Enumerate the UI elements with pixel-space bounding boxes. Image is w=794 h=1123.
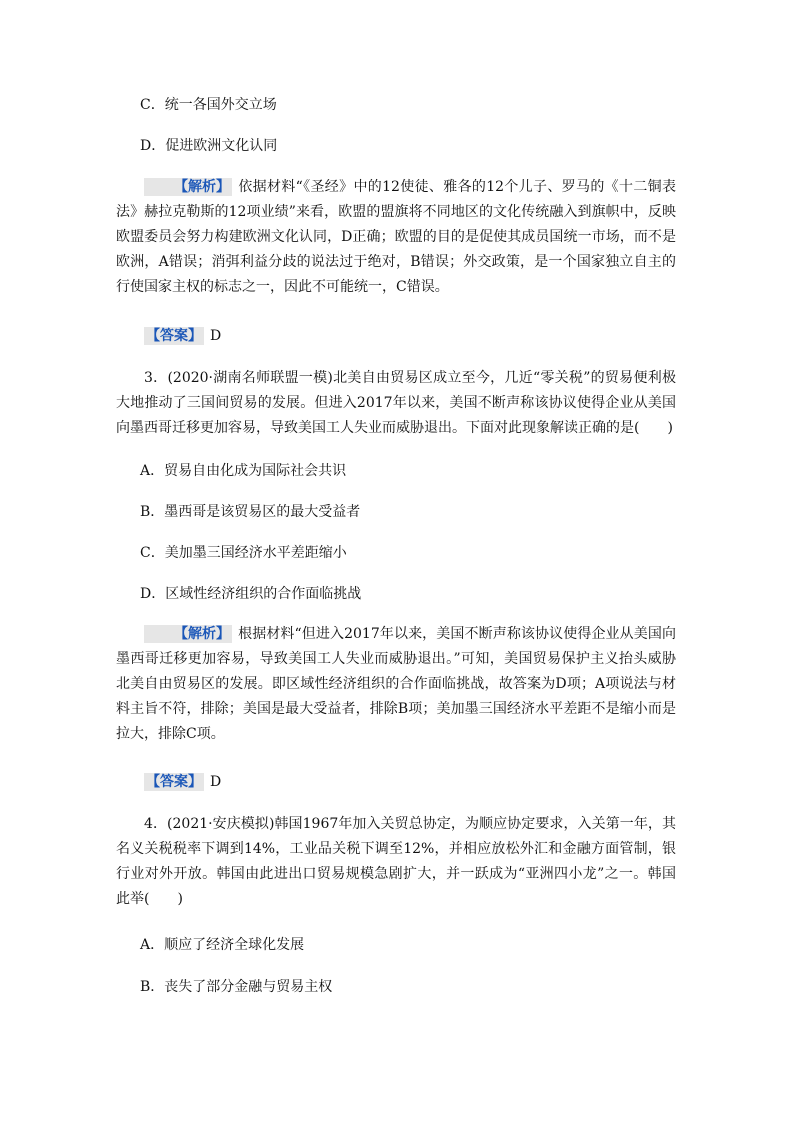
q2-option-c: C．统一各国外交立场: [140, 97, 277, 113]
q3-option-c: C．美加墨三国经济水平差距缩小: [140, 545, 347, 561]
q4-stem: 4．(2021·安庆模拟)韩国1967年加入关贸总协定，为顺应协定要求，入关第一年，其名义关税税率下调到14%，工业品关税下调至12%，并相应放松外汇和金融方面管制，银行业对外开放。韩国由此进出口贸易规模急剧扩大，并一跃成为“亚洲四小龙”之一。韩国此举( ): [116, 816, 676, 907]
q4-option-b: B．丧失了部分金融与贸易主权: [140, 979, 333, 995]
q4-option-a: A．顺应了经济全球化发展: [140, 937, 305, 953]
q3-answer-value: D: [210, 774, 222, 790]
q2-analysis: [116, 175, 676, 300]
q2-answer-value: D: [210, 328, 222, 344]
answer-tag: 【答案】: [146, 328, 202, 344]
q3-stem: 3．(2020·湖南名师联盟一模)北美自由贸易区成立至今，几近“零关税”的贸易便利极大地推动了三国间贸易的发展。但进入2017年以来，美国不断声称该协议使得企业从美国向墨西哥迁移更加容易，导致美国工人失业而威胁退出。下面对此现象解读正确的是( ): [116, 370, 676, 436]
q2-option-d: D．促进欧洲文化认同: [140, 138, 278, 154]
q3-answer: [116, 771, 704, 793]
q2-analysis-text: 依据材料“《圣经》中的12使徒、雅各的12个儿子、罗马的《十二铜表法》赫拉克勒斯的12项业绩”来看，欧盟的盟旗将不同地区的文化传统融入到旗帜中，反映欧盟委员会努力构建欧洲文化认同，D正确；欧盟的目的是促使其成员国统一市场，而不是欧洲，A错误；消弭利益分歧的说法过于绝对，B错误；外交政策，是一个国家独立自主的行使国家主权的标志之一，因此不可能统一，C错误。: [116, 179, 676, 295]
analysis-tag: 【解析】: [144, 625, 232, 643]
analysis-tag: 【解析】: [144, 178, 232, 196]
q3-analysis-text: 根据材料“但进入2017年以来，美国不断声称该协议使得企业从美国向墨西哥迁移更加容易，导致美国工人失业而威胁退出。”可知，美国贸易保护主义抬头威胁北美自由贸易区的发展。即区域性经济组织的合作面临挑战，故答案为D项；A项说法与材料主旨不符，排除；美国是最大受益者，排除B项；美加墨三国经济水平差距不是缩小而是拉大，排除C项。: [116, 626, 676, 742]
q3-option-b: B．墨西哥是该贸易区的最大受益者: [140, 504, 361, 520]
answer-tag: 【答案】: [146, 774, 202, 790]
q3-analysis: [116, 622, 676, 747]
q3-option-a: A．贸易自由化成为国际社会共识: [140, 463, 347, 479]
q3-option-d: D．区域性经济组织的合作面临挑战: [140, 586, 362, 602]
q2-answer: [116, 325, 704, 347]
